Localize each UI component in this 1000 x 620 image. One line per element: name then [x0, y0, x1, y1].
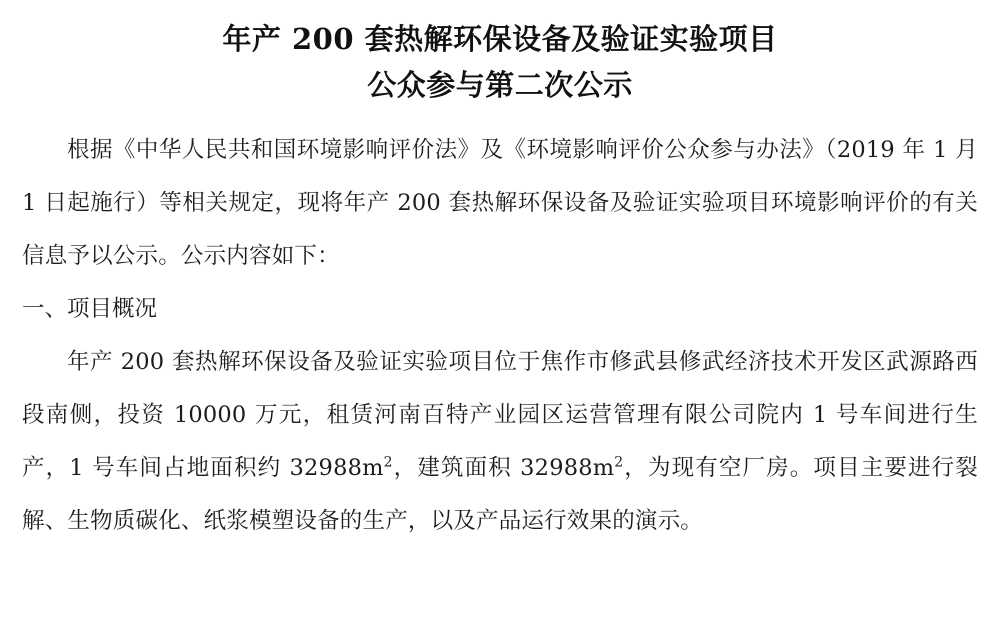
project-overview-paragraph: [22, 336, 978, 548]
overview-text-suffix: ，为现有空厂房。项目主要进行裂解、生物质碳化、纸浆模塑设备的生产，以及产品运行效果的演示。: [22, 455, 978, 534]
area-exponent-2: 2: [614, 454, 624, 471]
intro-paragraph: 根据《中华人民共和国环境影响评价法》及《环境影响评价公众参与办法》（2019 年 1 月 1 日起施行）等相关规定，现将年产 200 套热解环保设备及验证实验项目环境影响评价的有关信息予以公示。公示内容如下：: [22, 137, 978, 269]
document-body: [22, 124, 978, 548]
document-title: [22, 16, 978, 108]
overview-text-prefix: 年产 200 套热解环保设备及验证实验项目位于焦作市修武县修武经济技术开发区武源路西段南侧，投资 10000 万元，租赁河南百特产业园区运营管理有限公司院内 1 号车间进行生产，1 号车间占地面积约 32988m: [22, 349, 978, 481]
title-line-1: 年产 200 套热解环保设备及验证实验项目: [222, 22, 778, 56]
section-heading: 一、项目概况: [22, 296, 158, 322]
title-line-2: 公众参与第二次公示: [367, 68, 633, 102]
area-exponent-1: 2: [383, 454, 393, 471]
overview-text-middle: ，建筑面积 32988m: [392, 455, 615, 481]
